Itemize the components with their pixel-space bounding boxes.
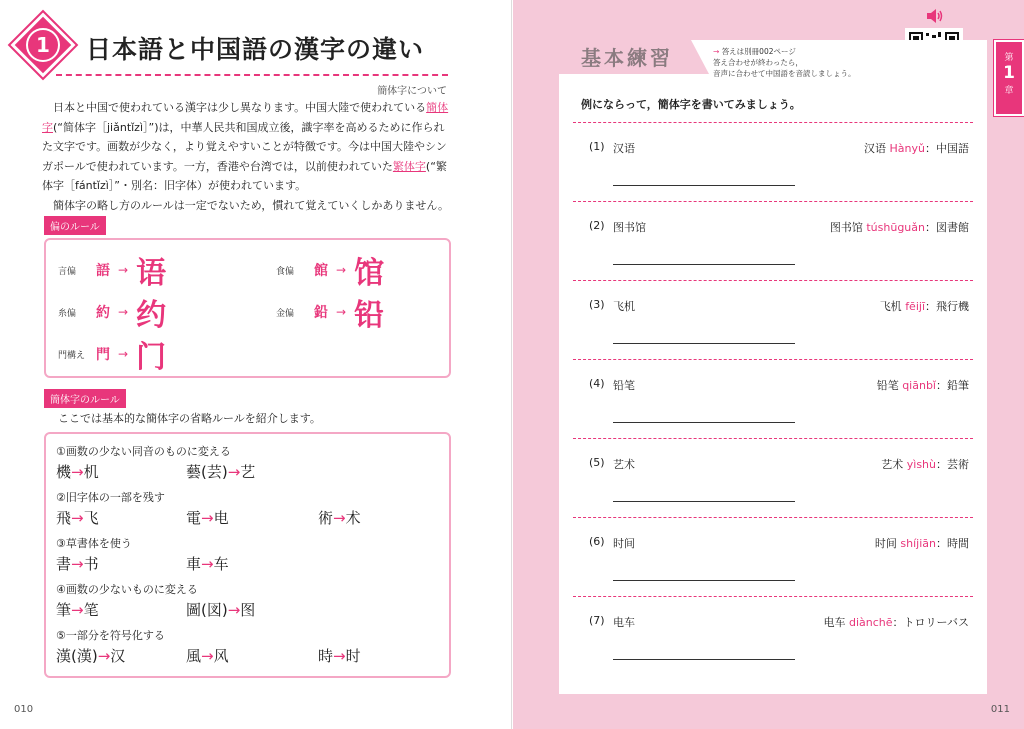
right-page [513, 0, 1024, 729]
char-old: 飛 [56, 509, 72, 527]
char-pair [318, 645, 361, 666]
item-word: 时间 [613, 537, 635, 550]
char-new: 笔 [83, 601, 99, 619]
answer-japanese: ：芸術 [936, 458, 969, 471]
rule-result: 约 [136, 298, 167, 333]
title-divider [56, 74, 448, 76]
char-old: 書 [56, 555, 72, 573]
char-pair [186, 507, 229, 528]
char-pair [186, 599, 255, 620]
rule-label: 門構え [58, 350, 86, 361]
rule-heading: ③草書体を使う [56, 537, 132, 550]
intro-text [42, 98, 452, 215]
char-new: 书 [83, 555, 99, 573]
answer-pinyin: qiānbǐ [902, 379, 936, 392]
char-pair [56, 553, 99, 574]
item-example-answer [880, 298, 969, 314]
page-title: 日本語と中国語の漢字の違い [86, 35, 425, 64]
rule-heading: ⑤一部分を符号化する [56, 629, 165, 642]
answer-hanzi: 时间 [874, 537, 897, 550]
answer-hanzi: 飞机 [879, 300, 902, 313]
char-pair [56, 599, 99, 620]
rule-label: 金偏 [276, 308, 295, 319]
char-old: 術 [318, 509, 334, 527]
item-number: (4) [589, 377, 605, 390]
answer-japanese: ：飛行機 [925, 300, 969, 313]
rule-row [58, 332, 166, 376]
answer-hanzi: 汉语 [864, 142, 887, 155]
intro-p1a: 日本と中国で使われている漢字は少し異なります。中国大陸で使われている [53, 101, 427, 114]
rule-source: 語 [96, 263, 110, 279]
intro-p2: 簡体字の略し方のルールは一定でないため，慣れて覚えていくしかありません。 [53, 198, 449, 212]
answer-japanese: ：鉛筆 [936, 379, 969, 392]
rule-arrow: → [118, 263, 129, 277]
item-divider [573, 122, 973, 123]
rule-heading: ②旧字体の一部を残す [56, 491, 165, 504]
rule-row [276, 290, 384, 334]
chapter-tab-prefix: 第 [1004, 53, 1014, 63]
arrow-circle-icon: → [713, 47, 720, 56]
rule-result: 语 [136, 256, 167, 291]
item-word: 图书馆 [613, 221, 646, 234]
rule-result: 馆 [354, 256, 385, 291]
writing-line[interactable] [613, 264, 795, 265]
item-word: 飞机 [613, 300, 635, 313]
chapter-tab-suffix: 章 [1004, 86, 1014, 96]
char-old: 漢(漢) [56, 647, 98, 665]
char-pair [186, 461, 255, 482]
exercise-title: 基本練習 [581, 46, 673, 70]
char-old: 圖(図) [186, 601, 228, 619]
char-pair [318, 507, 361, 528]
rule-source: 約 [96, 305, 110, 321]
item-divider [573, 201, 973, 202]
char-new: 时 [345, 647, 361, 665]
page-number-right: 011 [990, 704, 1010, 715]
answer-japanese: ：トロリーバス [892, 616, 969, 629]
item-divider [573, 596, 973, 597]
intro-keyword-traditional: 繁体字 [392, 159, 426, 173]
pair-arrow: → [201, 509, 214, 527]
char-new: 电 [213, 509, 229, 527]
item-example-answer [824, 614, 970, 630]
badge-number: 1 [26, 28, 60, 62]
rule-label: 食偏 [276, 266, 295, 277]
writing-line[interactable] [613, 501, 795, 502]
char-new: 术 [345, 509, 361, 527]
writing-line[interactable] [613, 422, 795, 423]
answer-note [713, 46, 856, 79]
char-old: 風 [186, 647, 202, 665]
answer-pinyin: fēijī [905, 300, 925, 313]
answer-japanese: ：時間 [936, 537, 969, 550]
answer-note-line2: 答え合わせが終わったら， [713, 58, 803, 67]
rule-row [58, 290, 166, 334]
char-old: 車 [186, 555, 202, 573]
answer-hanzi: 铅笔 [876, 379, 899, 392]
rule-result: 铅 [354, 298, 385, 333]
answer-note-line3: 音声に合わせて中国語を音読しましょう。 [713, 69, 856, 78]
rule-row [58, 248, 166, 292]
rule-row [276, 248, 384, 292]
pair-arrow: → [71, 509, 84, 527]
rule-arrow: → [118, 347, 129, 361]
item-number: (1) [589, 140, 605, 153]
rule-arrow: → [336, 305, 347, 319]
char-pair [56, 507, 99, 528]
rule-result: 门 [136, 340, 167, 375]
pair-arrow: → [333, 647, 346, 665]
rule-arrow: → [118, 305, 129, 319]
rule-arrow: → [336, 263, 347, 277]
simplified-rules-note: ここでは基本的な簡体字の省略ルールを紹介します。 [58, 412, 321, 425]
writing-line[interactable] [613, 580, 795, 581]
item-number: (2) [589, 219, 605, 232]
char-old: 筆 [56, 601, 72, 619]
item-number: (7) [589, 614, 605, 627]
answer-pinyin: shíjiān [900, 537, 936, 550]
answer-hanzi: 电车 [823, 616, 846, 629]
char-old: 電 [186, 509, 202, 527]
rule-label: 糸偏 [58, 308, 77, 319]
char-new: 机 [83, 463, 99, 481]
item-example-answer [881, 456, 969, 472]
pair-arrow: → [71, 555, 84, 573]
answer-pinyin: yìshù [906, 458, 936, 471]
item-word: 铅笔 [613, 379, 635, 392]
item-word: 艺术 [613, 458, 635, 471]
exercise-instruction: 例にならって，簡体字を書いてみましょう。 [581, 98, 801, 111]
pair-arrow: → [71, 463, 84, 481]
answer-hanzi: 图书馆 [829, 221, 863, 234]
chapter-tab [994, 40, 1024, 116]
intro-keyword-simplified: 簡体字 [42, 101, 449, 134]
answer-japanese: ：中国語 [925, 142, 969, 155]
answer-hanzi: 艺术 [881, 458, 904, 471]
intro-p1c: (“简体字［jiǎntǐzì］”)は，中華人民共和国成立後，識字率を高めるために作られた文字です。画数が少なく，より覚えやすいことが特徴です。今は中国大陸やシンガポールで使われています。一方，香港や台湾では，以前使われていた [42, 120, 447, 173]
rule-heading: ④画数の少ないものに変える [56, 583, 198, 596]
item-divider [573, 517, 973, 518]
page-subtitle: 簡体字について [377, 86, 447, 97]
speaker-icon[interactable] [926, 8, 944, 28]
item-divider [573, 280, 973, 281]
char-old: 藝(芸) [186, 463, 228, 481]
pair-arrow: → [201, 647, 214, 665]
item-example-answer [830, 219, 969, 235]
char-pair [186, 645, 229, 666]
item-word: 汉语 [613, 142, 635, 155]
pair-arrow: → [201, 555, 214, 573]
writing-line[interactable] [613, 343, 795, 344]
char-pair [56, 645, 125, 666]
chapter-tab-number: 1 [1003, 63, 1015, 83]
char-new: 飞 [83, 509, 99, 527]
char-new: 艺 [240, 463, 256, 481]
rule-heading: ①画数の少ない同音のものに変える [56, 445, 231, 458]
item-number: (6) [589, 535, 605, 548]
char-new: 图 [240, 601, 256, 619]
item-divider [573, 438, 973, 439]
char-old: 機 [56, 463, 72, 481]
answer-pinyin: Hànyǔ [889, 142, 925, 155]
lesson-badge [12, 14, 76, 78]
item-example-answer [864, 140, 969, 156]
item-number: (5) [589, 456, 605, 469]
char-new: 汉 [110, 647, 126, 665]
writing-line[interactable] [613, 659, 795, 660]
pair-arrow: → [97, 647, 111, 665]
answer-pinyin: túshūguǎn [866, 221, 925, 234]
char-pair [186, 553, 229, 574]
item-example-answer [877, 377, 969, 393]
char-pair [56, 461, 99, 482]
tag-simplified-rules: 簡体字のルール [44, 389, 126, 408]
writing-line[interactable] [613, 185, 795, 186]
pair-arrow: → [227, 601, 241, 619]
char-new: 风 [213, 647, 229, 665]
tag-radical-rules: 偏のルール [44, 216, 106, 235]
intro-p1e: (“繁体字［fántǐzì］”・別名：旧字体）が使われています。 [42, 159, 447, 192]
item-divider [573, 359, 973, 360]
rule-source: 鉛 [314, 305, 328, 321]
char-old: 時 [318, 647, 334, 665]
answer-pinyin: diànchē [849, 616, 893, 629]
answer-japanese: ：図書館 [925, 221, 969, 234]
rule-source: 門 [96, 347, 110, 363]
pair-arrow: → [333, 509, 346, 527]
char-new: 车 [213, 555, 229, 573]
rule-label: 言偏 [58, 266, 77, 277]
item-example-answer [875, 535, 969, 551]
pair-arrow: → [227, 463, 241, 481]
item-number: (3) [589, 298, 605, 311]
pair-arrow: → [71, 601, 84, 619]
answer-note-line1: 答えは別冊002ページ [721, 47, 796, 56]
item-word: 电车 [613, 616, 635, 629]
rule-source: 館 [314, 263, 328, 279]
page-number-left: 010 [14, 704, 34, 715]
